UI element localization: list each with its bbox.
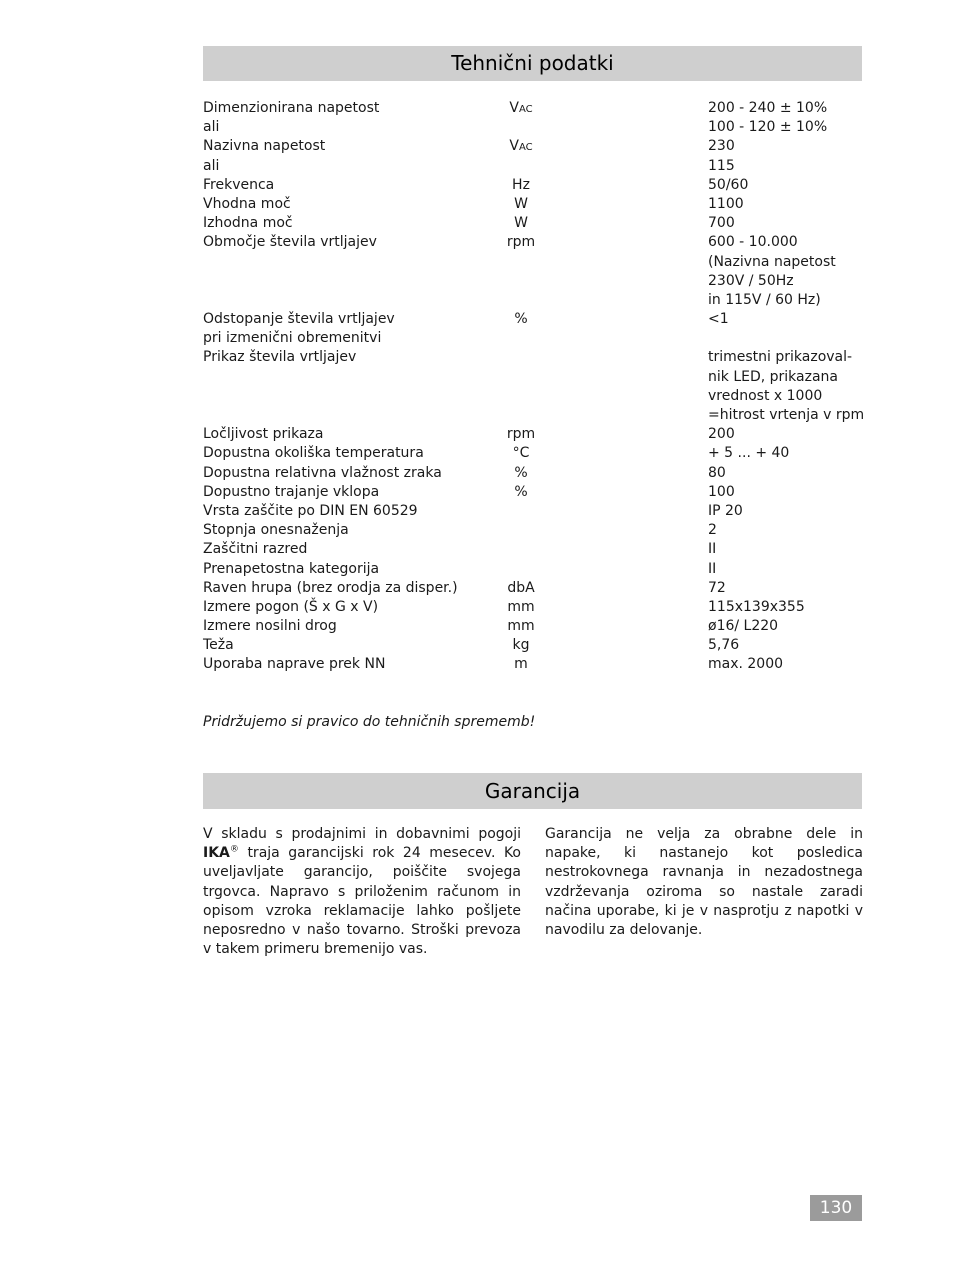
spec-value: in 115V / 60 Hz) (708, 291, 821, 308)
spec-label: Stopnja onesnaženja (203, 522, 349, 539)
spec-unit (483, 214, 559, 234)
spec-unit (483, 464, 559, 484)
spec-label: Dopustno trajanje vklopa (203, 483, 380, 500)
unit-text: dbA (507, 579, 535, 596)
spec-table (203, 99, 863, 675)
spec-row (203, 483, 863, 502)
technical-changes-note: Pridržujemo si pravico do tehničnih sprememb! (203, 714, 536, 730)
spec-row (203, 655, 863, 674)
spec-value: + 5 ... + 40 (708, 445, 790, 462)
spec-row (203, 368, 863, 387)
spec-value: vrednost x 1000 (708, 387, 823, 404)
spec-unit (483, 310, 559, 330)
spec-value: 200 (708, 426, 735, 443)
spec-value: 72 (708, 579, 726, 596)
spec-value: II (708, 560, 717, 577)
spec-value: 2 (708, 522, 717, 539)
spec-value: 1100 (708, 195, 744, 212)
spec-label: Dopustna relativna vlažnost zraka (203, 464, 442, 481)
spec-label: Teža (203, 637, 234, 654)
spec-label: pri izmenični obremenitvi (203, 330, 382, 347)
spec-value: ø16/ L220 (708, 618, 779, 635)
spec-label: Nazivna napetost (203, 138, 326, 155)
spec-value: 600 - 10.000 (708, 234, 798, 251)
spec-unit (483, 99, 559, 119)
spec-label: Prenapetostna kategorija (203, 560, 380, 577)
spec-label: Vhodna moč (203, 195, 291, 212)
spec-row (203, 425, 863, 444)
spec-label: Izmere nosilni drog (203, 618, 337, 635)
spec-value: =hitrost vrtenja v rpm (708, 407, 865, 423)
spec-unit (483, 195, 559, 215)
spec-label: Frekvenca (203, 176, 275, 193)
spec-value: II (708, 541, 717, 558)
spec-row (203, 598, 863, 617)
unit-text: kg (512, 637, 530, 654)
spec-row (203, 464, 863, 483)
spec-row (203, 291, 863, 310)
spec-value: 700 (708, 215, 735, 232)
spec-value: nik LED, prikazana (708, 368, 838, 385)
spec-row (203, 118, 863, 137)
unit-subscript: AC (518, 142, 533, 154)
spec-value: 100 - 120 ± 10% (708, 119, 828, 136)
unit-prefix: V (509, 100, 519, 116)
spec-row (203, 253, 863, 272)
spec-row (203, 348, 863, 367)
spec-row (203, 99, 863, 118)
spec-label: Vrsta zaščite po DIN EN 60529 (203, 502, 418, 519)
unit-text: % (514, 311, 528, 328)
spec-value: 200 - 240 ± 10% (708, 100, 828, 116)
spec-unit (483, 579, 559, 599)
spec-label: Območje števila vrtljajev (203, 234, 377, 251)
unit-text: rpm (506, 234, 536, 251)
warranty-header: Garancija (203, 773, 862, 809)
spec-label: Izhodna moč (203, 215, 293, 232)
spec-value: 115 (708, 157, 735, 174)
unit-text: % (514, 483, 528, 500)
spec-value: trimestni prikazoval- (708, 349, 853, 366)
spec-value: (Nazivna napetost (708, 253, 836, 270)
spec-label: Dopustna okoliška temperatura (203, 445, 424, 462)
spec-label: Prikaz števila vrtljajev (203, 349, 357, 366)
spec-unit (483, 655, 559, 675)
spec-label: Ločljivost prikaza (203, 426, 324, 443)
spec-row (203, 176, 863, 195)
unit-text: °C (512, 445, 530, 462)
spec-row (203, 579, 863, 598)
spec-value: 50/60 (708, 176, 749, 193)
warranty-left-pre: V skladu s prodajnimi in dobavnimi pogoji (203, 826, 521, 842)
spec-unit (483, 233, 559, 253)
warranty-left-post: traja garancijski rok 24 mesecev. Ko uveljavljate garancijo, poiščite svojega trgovca. Napravo s priloženim računom in opisom vzroka reklamacije lahko pošljete neposredno v našo tovarno. Stroški prevoza v takem primeru bremenijo vas. (203, 845, 521, 958)
spec-row (203, 560, 863, 579)
spec-unit (483, 137, 559, 157)
spec-unit (483, 636, 559, 656)
spec-row (203, 272, 863, 291)
unit-text: rpm (506, 426, 536, 443)
spec-label: Odstopanje števila vrtljajev (203, 311, 395, 328)
warranty-text-left (203, 825, 521, 959)
spec-label: Uporaba naprave prek NN (203, 656, 386, 673)
ika-brand: IKA (203, 845, 230, 862)
page-number: 130 (810, 1195, 862, 1221)
spec-row (203, 636, 863, 655)
spec-row (203, 329, 863, 348)
unit-text: mm (507, 598, 535, 615)
spec-label: Raven hrupa (brez orodja za disper.) (203, 579, 458, 596)
registered-mark: ® (229, 844, 239, 855)
spec-label: Dimenzionirana napetost (203, 100, 380, 116)
spec-value: 230V / 50Hz (708, 272, 794, 289)
spec-row (203, 444, 863, 463)
spec-unit (483, 598, 559, 618)
unit-prefix: V (509, 138, 519, 155)
spec-row (203, 233, 863, 252)
spec-unit (483, 425, 559, 445)
spec-row (203, 214, 863, 233)
spec-value: 80 (708, 464, 726, 481)
spec-label: ali (203, 119, 220, 136)
spec-value: max. 2000 (708, 656, 784, 673)
spec-row (203, 617, 863, 636)
spec-row (203, 157, 863, 176)
spec-row (203, 406, 863, 425)
spec-unit (483, 444, 559, 464)
tech-data-header: Tehnični podatki (203, 46, 862, 81)
spec-value: <1 (708, 311, 729, 328)
unit-text: W (514, 215, 528, 232)
unit-text: m (514, 656, 528, 673)
unit-text: W (514, 195, 528, 212)
unit-text: mm (507, 618, 535, 635)
warranty-text-right: Garancija ne velja za obrabne dele in napake, ki nastanejo kot posledica nestrokovnega ravnanja in nezadostnega vzdrževanja oziroma so nastale zaradi načina uporabe, ki je v nasprotju z napotki v navodilu za delovanje. (545, 826, 863, 939)
spec-row (203, 310, 863, 329)
spec-unit (483, 617, 559, 637)
spec-row (203, 521, 863, 540)
spec-row (203, 195, 863, 214)
spec-unit (483, 483, 559, 503)
spec-row (203, 137, 863, 156)
spec-row (203, 502, 863, 521)
spec-value: 100 (708, 483, 735, 500)
spec-label: ali (203, 157, 220, 174)
spec-label: Zaščitni razred (203, 541, 308, 558)
spec-label: Izmere pogon (Š x G x V) (203, 598, 379, 615)
spec-row (203, 387, 863, 406)
spec-value: 115x139x355 (708, 598, 805, 615)
unit-text: % (514, 464, 528, 481)
spec-unit (483, 176, 559, 196)
unit-text: Hz (512, 176, 530, 193)
spec-row (203, 540, 863, 559)
spec-value: 5,76 (708, 637, 740, 654)
unit-subscript: AC (518, 104, 533, 115)
spec-value: 230 (708, 138, 735, 155)
spec-value: IP 20 (708, 502, 743, 519)
